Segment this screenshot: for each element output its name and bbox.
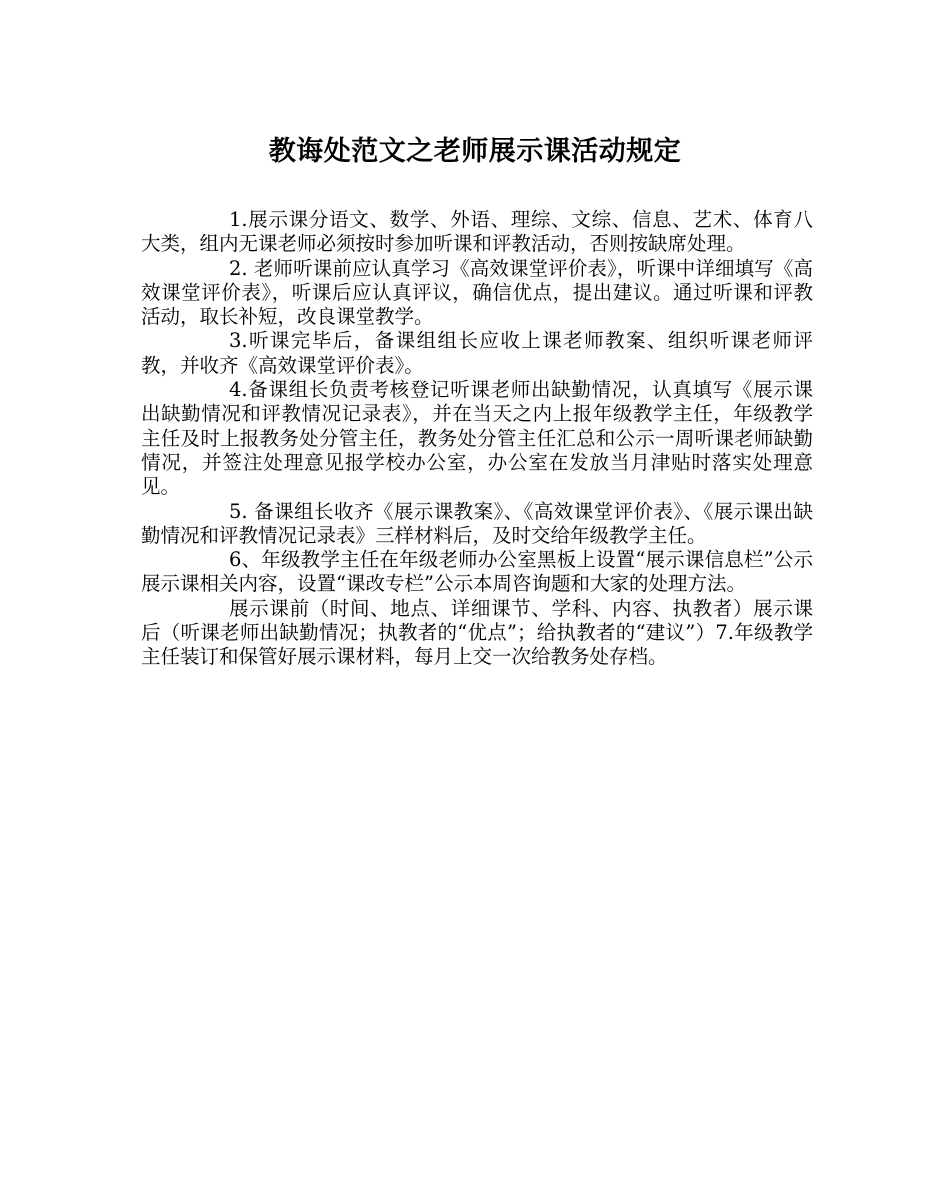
paragraph-6: 6、年级教学主任在年级老师办公室黑板上设置“展示课信息栏”公示展示课相关内容，设置“课改专栏”公示本周咨询题和大家的处理方法。 [141, 548, 813, 596]
paragraph-1: 1.展示课分语文、数学、外语、理综、文综、信息、艺术、体育八大类，组内无课老师必须按时参加听课和评教活动，否则按缺席处理。 [141, 208, 813, 256]
paragraph-2: 2. 老师听课前应认真学习《高效课堂评价表》，听课中详细填写《高效课堂评价表》，听课后应认真评议，确信优点，提出建议。通过听课和评教活动，取长补短，改良课堂教学。 [141, 256, 813, 329]
paragraph-5: 5. 备课组长收齐《展示课教案》、《高效课堂评价表》、《展示课出缺勤情况和评教情况记录表》三样材料后，及时交给年级教学主任。 [141, 499, 813, 547]
document-title: 教诲处范文之老师展示课活动规定 [268, 136, 682, 167]
paragraph-7: 展示课前（时间、地点、详细课节、学科、内容、执教者）展示课后（听课老师出缺勤情况；执教者的“优点”；给执教者的“建议”）7.年级教学主任装订和保管好展示课材料，每月上交一次给教务处存档。 [141, 596, 813, 669]
document-body [141, 208, 813, 670]
paragraph-3: 3.听课完毕后，备课组组长应收上课老师教案、组织听课老师评教，并收齐《高效课堂评价表》。 [141, 329, 813, 377]
paragraph-4: 4.备课组长负责考核登记听课老师出缺勤情况，认真填写《展示课出缺勤情况和评教情况记录表》，并在当天之内上报年级教学主任，年级教学主任及时上报教务处分管主任，教务处分管主任汇总和公示一周听课老师缺勤情况，并签注处理意见报学校办公室，办公室在发放当月津贴时落实处理意见。 [141, 378, 813, 499]
